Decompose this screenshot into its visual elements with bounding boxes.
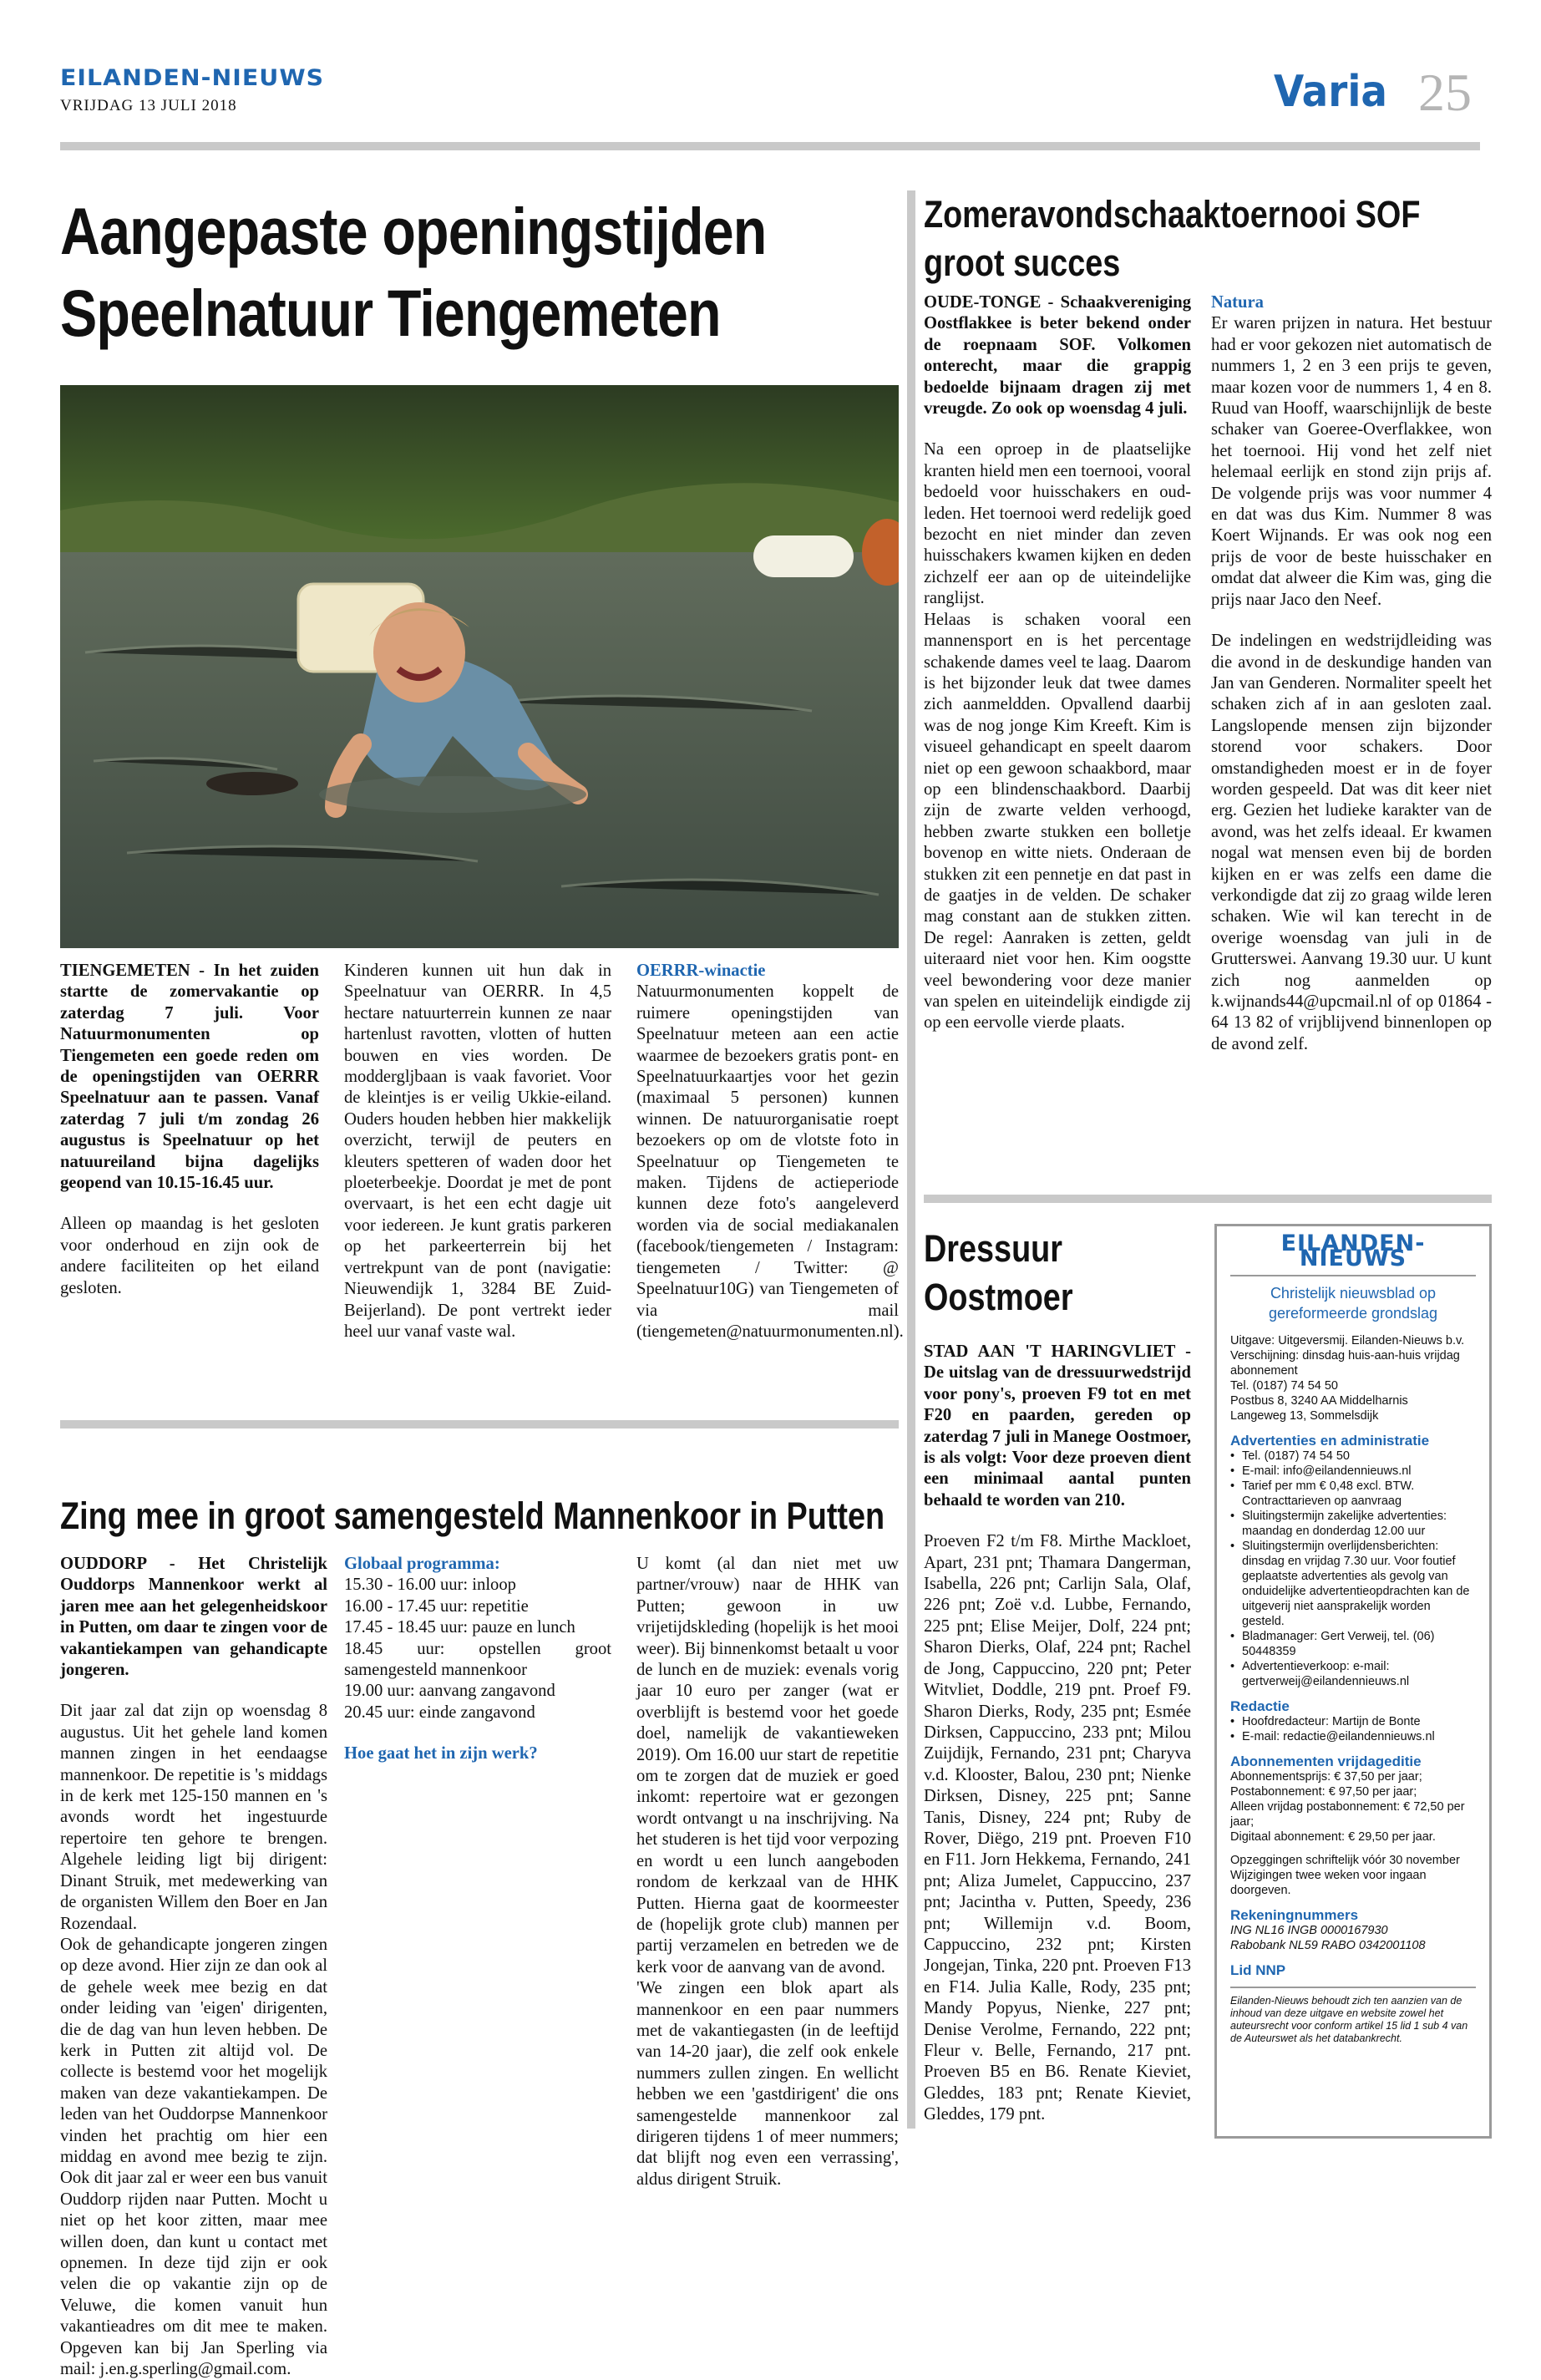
program-item: 20.45 uur: einde zangavond: [344, 1703, 535, 1722]
chess-col1: [924, 292, 1191, 1034]
zing-p1: Dit jaar zal dat zijn op woensdag 8 augustus. Uit het gehele land komen mannen zingen in het eendaagse mannenkoor. De repetitie is 's middags in de kerk met 125-150 mannen en 's avonds wordt het ingestuurde repertoire ten gehore te brengen. Algehele leiding ligt bij dirigent: Dinant Struik, met medewerking van de organisten Willem den Boer en Jan Rozendaal.: [60, 1702, 327, 1933]
colophon-red-item: • Hoofdredacteur: Martijn de Bonte: [1230, 1714, 1476, 1729]
colophon-adv-item: • Sluitingstermijn overlijdensberichten: dinsdag en vrijdag 7.30 uur. Voor foutief geplaatste advertenties als gevolg van onduidelijke advertentieopdrachten kan de uitgeverij niet aansprakelijk worden gesteld.: [1230, 1539, 1476, 1629]
masthead-logo: EILANDEN-NIEUWS: [60, 65, 325, 91]
colophon-abo-item: Alleen vrijdag postabonnement: € 72,50 per jaar;: [1230, 1800, 1465, 1829]
colophon-adv-item: • Bladmanager: Gert Verweij, tel. (06) 50448359: [1230, 1629, 1476, 1659]
dressuur-col: [924, 1342, 1191, 2126]
colophon-logo: EILANDEN-NIEUWS: [1280, 1231, 1426, 1271]
zing-col1: [60, 1554, 327, 2380]
colophon-adv-item: • Sluitingstermijn zakelijke advertenties: maandag en donderdag 12.00 uur: [1230, 1509, 1476, 1539]
chess-lead: OUDE-TONGE - Schaakvereniging Oostflakkee is beter bekend onder de roepnaam SOF. Volkomen onterecht, maar die grappig bedoelde bijnaam dragen zij met vreugde. Zo ook op woensdag 4 juli.: [924, 293, 1191, 419]
zing-p4: 'We zingen een blok apart als mannenkoor en een paar nummers met de vakantiegasten (in de leeftijd van 14-20 jaar), die zelf ook enkele nummers zullen zingen. En wellicht hebben we een 'gastdirigent' die ons samengestelde mannenkoor zal dirigeren tijdens 1 of meer nummers; dat blijft nog even een verrassing', aldus dirigent Struik.: [636, 1979, 899, 2189]
header-rule: [60, 142, 1480, 150]
program-item: 15.30 - 16.00 uur: inloop: [344, 1576, 516, 1595]
photo-boy-in-water: [60, 385, 899, 948]
dressuur-headline: Dressuur Oostmoer: [924, 1227, 1073, 1318]
chess-p4: De indelingen en wedstrijdleiding was die avond in de deskundige handen van Jan van Genderen. Normaliter speelt het schaken zich af in aan gesloten zaal. Langslopende mensen zijn bijzonder storend voor schakers. Door omstandigheden moest er in de foyer worden gespeeld. Dat was dit keer niet erg. Gezien het ludieke karakter van de avond, was het zelfs ideaal. Er kwamen nogal wat mensen even bij de borden kijken en er was zelfs een dame die verkondigde dat zij zo graag wilde leren schaken. Wie wil kan terecht in de overige woensdag van juli in de Grutterswei. Aanvang 19.30 uur. U kunt zich nog aanmelden op k.wijnands44@upcmail.nl of op 01864 - 64 13 82 of vrijblijvend binnenlopen op de avond zelf.: [1211, 632, 1492, 1053]
chess-col2: [1211, 292, 1492, 1055]
speelnatuur-col3: [636, 961, 904, 1342]
zing-p3: U komt (al dan niet met uw partner/vrouw) naar de HHK van Putten; gewoon in uw vrijetijdskleding (hopelijk is het mooi weer). Bij binnenkomst betaalt u voor de lunch en de muziek: evenals vorig jaar 10 euro per zanger (wat er overblijft is bestemd voor het goede doel, namelijk de vakantieweken 2019). Om 16.00 uur start de repetitie om te zorgen dat de muziek er goed inkomt: repertoire wat er gezongen wordt ontvangt u na inschrijving. Na het studeren is het tijd voor verpozing en wordt u een lunch aangeboden rondom de kerkzaal van de HHK Putten. Hierna gaat de koormeester de (hopelijk grote club) mannen per partij verzamelen en betreden we de kerk voor de aanvang van de avond.: [636, 1555, 899, 1977]
zing-subhead-programma: Globaal programma:: [344, 1555, 500, 1573]
page-number: 25: [1418, 63, 1472, 122]
program-item: 19.00 uur: aanvang zangavond: [344, 1682, 555, 1701]
colophon-rek-rabo: Rabobank NL59 RABO 0342001108: [1230, 1939, 1426, 1952]
speelnatuur-subhead: OERRR-winactie: [636, 962, 766, 980]
zing-headline: Zing mee in groot samengesteld Mannenkoor in Putten: [60, 1494, 885, 1537]
chess-headline: Zomeravondschaaktoernooi SOF groot succes: [924, 193, 1421, 284]
colophon-adv-item[interactable]: • E-mail: info@eilandennieuws.nl: [1230, 1464, 1476, 1479]
program-item: 16.00 - 17.45 uur: repetitie: [344, 1596, 529, 1616]
colophon-verschijning: Verschijning: dinsdag huis-aan-huis vrijdag abonnement: [1230, 1349, 1460, 1378]
speelnatuur-headline: Aangepaste openingstijden Speelnatuur Tiengemeten: [60, 194, 767, 350]
colophon-adv-item: • Tarief per mm € 0,48 excl. BTW. Contracttarieven op aanvraag: [1230, 1479, 1476, 1509]
speelnatuur-p2: Kinderen kunnen uit hun dak in Speelnatuur van OERRR. In 4,5 hectare natuurterrein kunnen ze naar hartenlust ravotten, vlotten of hutten bouwen en vies worden. De moddergljbaan is vaak favoriet. Voor de kleintjes is er veilig Ukkie-eiland. Ouders houden hebben hier makkelijk overzicht, terwijl de peuters en kleuters spetteren of waden door het ploeterbeekje. Doordat je met de pont overvaart, is het een echt dagje uit voor iedereen. Je kunt gratis parkeren op het parkeerterrein bij het vertrekpunt van de pont (navigatie: Nieuwendijk 1, 3284 BE Zuid-Beijerland). De pont vertrekt ieder heel uur vanaf vaste wal.: [344, 962, 611, 1341]
chess-p2: Helaas is schaken vooral een mannensport en is het percentage schakende dames veel te laag. Daarom is het bijzonder leuk dat twee dames zich aanmeldden. Opvallend daarbij was de nog jonge Kim Kreeft. Kim is visueel gehandicapt en speelt daarom niet op een gewoon schaakbord, maar op een blindenschaakbord. Daarbij zijn de zwarte velden verhoogd, hebben zwarte stukken een bolletje bovenop en witte niets. Onderaan de stukken zit een pennetje en dat past in de gaatjes in de velden. De schaker mag constant aan de stukken zitten. De regel: Aanraken is zetten, geldt uiteraard niet voor hen. Kim oogstte veel bewondering voor deze manier van spelen en uiteindelijk eindigde zij op een eervolle vierde plaats.: [924, 610, 1191, 1033]
speelnatuur-col1: [60, 961, 319, 1299]
colophon-abo-item: Postabonnement: € 97,50 per jaar;: [1230, 1785, 1417, 1799]
zing-col3: [636, 1554, 899, 2190]
chess-subhead: Natura: [1211, 293, 1264, 312]
zing-col2: [344, 1554, 611, 1765]
colophon-opzeggingen: Opzeggingen schriftelijk vóór 30 november Wijzigingen twee weken voor ingaan doorgeven.: [1230, 1854, 1460, 1897]
colophon-box: [1214, 1224, 1492, 2139]
colophon-tel: Tel. (0187) 74 54 50: [1230, 1379, 1338, 1393]
speelnatuur-col2: [344, 961, 611, 1342]
section-rule-left: [60, 1420, 899, 1429]
colophon-red-item[interactable]: • E-mail: redactie@eilandennieuws.nl: [1230, 1729, 1476, 1744]
section-rule-right: [924, 1195, 1492, 1203]
chess-p1: Na een oproep in de plaatselijke kranten hield men een toernooi, vooral bedoeld voor huisschakers en oud-leden. Het toernooi werd redelijk goed bezocht en niet minder dan zeven huisschakers kwamen kijken en deden zichzelf eer aan op de uiteindelijke ranglijst.: [924, 440, 1191, 608]
dressuur-results: Proeven F2 t/m F8. Mirthe Mackloet, Apart, 231 pnt; Thamara Dangerman, Isabella, 226 pnt; Carlijn Sala, Olaf, 226 pnt; Zoë v.d. Lubbe, Fernando, 225 pnt; Elise Meijer, Dolf, 224 pnt; Sharon Dierks, Olaf, 224 pnt; Rachel de Jong, Cappuccino, 220 pnt; Peter Witvliet, Doddle, 219 pnt. Proef F9. Sharon Dierks, Rody, 235 pnt; Esmée Dirksen, Cappuccino, 233 pnt; Milou Zuijdijk, Fernando, 231 pnt; Charyva v.d. Klooster, Balou, 230 pnt; Nienke Dirksen, Disney, 225 pnt; Sanne Tanis, Disney, 224 pnt; Ruby de Rover, Diëgo, 219 pnt. Proeven F10 en F11. Jorn Hekkema, Fernando, 241 pnt; Aliza Jumelet, Cappuccino, 237 pnt; Jacintha v. Putten, Speedy, 236 pnt; Willemijn v.d. Boom, Cappuccino, 232 pnt; Kirsten Jongejan, Tinka, 220 pnt. Proeven F13 en F14. Julia Kalle, Rody, 235 pnt; Mandy Popyus, Nienke, 227 pnt; Denise Verolme, Fernando, 222 pnt; Fleur v. Belle, Fernando, 217 pnt. Proeven B5 en B6. Renate Kieviet, Gleddes, 183 pnt; Renate Kieviet, Gleddes, 179 pnt.: [924, 1532, 1191, 2124]
colophon-rek-ing: ING NL16 INGB 0000167930: [1230, 1924, 1388, 1937]
colophon-tagline: Christelijk nieuwsblad op gereformeerde grondslag: [1268, 1285, 1438, 1322]
colophon-adv-item[interactable]: • Advertentieverkoop: e-mail: gertverweij@eilandennieuws.nl: [1230, 1659, 1476, 1689]
colophon-lid: Lid NNP: [1230, 1962, 1286, 1978]
program-item: 17.45 - 18.45 uur: pauze en lunch: [344, 1618, 575, 1637]
colophon-uitgave: Uitgave: Uitgeversmij. Eilanden-Nieuws b.v.: [1230, 1334, 1465, 1347]
colophon-disclaimer: Eilanden-Nieuws behoudt zich ten aanzien van de inhoud van deze uitgave en website zowel het auteursrecht voor conform artikel 15 lid 1 sub 4 van de Auteurswet als het databankrecht.: [1230, 1995, 1468, 2044]
colophon-abo-item: Abonnementsprijs: € 37,50 per jaar;: [1230, 1770, 1422, 1784]
colophon-adv-title: Advertenties en administratie: [1230, 1433, 1430, 1449]
speelnatuur-p3: Natuurmonumenten koppelt de ruimere openingstijden van Speelnatuur meteen aan een actie waarmee de bezoekers gratis pont- en Speelnatuurkaartjes voor het gezin (maximaal 5 personen) kunnen winnen. De natuurorganisatie roept bezoekers op om de vlotste foto in Speelnatuur op Tiengemeten te maken. Tijdens de actieperiode kunnen deze foto's aangeleverd worden via de social mediakanalen (facebook/tiengemeten / Instagram: tiengemeten / Twitter: @ Speelnatuur10G) van Tiengemeten of via mail (tiengemeten@natuurmonumenten.nl).: [636, 982, 904, 1341]
issue-date: VRIJDAG 13 JULI 2018: [60, 97, 237, 114]
section-title: Varia: [1274, 67, 1387, 117]
colophon-adv-item: • Tel. (0187) 74 54 50: [1230, 1449, 1476, 1464]
colophon-abo-item: Digitaal abonnement: € 29,50 per jaar.: [1230, 1830, 1436, 1844]
zing-lead: OUDDORP - Het Christelijk Ouddorps Mannenkoor werkt al jaren mee aan het gelegenheidskoor in Putten, om daar te zingen voor de vakantiekampen van gehandicapte jongeren.: [60, 1555, 327, 1680]
colophon-postbus: Postbus 8, 3240 AA Middelharnis: [1230, 1394, 1408, 1408]
colophon-adres: Langeweg 13, Sommelsdijk: [1230, 1409, 1379, 1423]
zing-p2: Ook de gehandicapte jongeren zingen op deze avond. Hier zijn ze dan ook al de gehele week mee bezig en dat onder leiding van 'eigen' dirigenten, die de dag van hun leven hebben. De kerk in Putten zit altijd vol. De collecte is bestemd voor het mogelijk maken van deze vakantiekampen. De leden van het Ouddorpse Mannenkoor vinden het prachtig om hier een middag en avond mee bezig te zijn. Ook dit jaar zal er weer een bus vanuit Ouddorp rijden naar Putten. Mocht u niet op het koor zitten, maar mee willen doen, dan kunt u contact met opnemen. In deze tijd zijn er ook velen die op vakantie zijn op de Veluwe, die komen vanuit hun vakantieadres om dit mee te maken. Opgeven kan bij Jan Sperling via mail: j.en.g.sperling@gmail.com.: [60, 1935, 327, 2379]
colophon-abo-title: Abonnementen vrijdageditie: [1230, 1753, 1422, 1769]
zing-subhead-werk: Hoe gaat het in zijn werk?: [344, 1744, 538, 1763]
colophon-rek-title: Rekeningnummers: [1230, 1907, 1359, 1923]
program-item: 18.45 uur: opstellen groot samengesteld mannenkoor: [344, 1639, 611, 1680]
colophon-red-title: Redactie: [1230, 1698, 1290, 1714]
dressuur-lead: STAD AAN 'T HARINGVLIET - De uitslag van de dressuurwedstrijd voor pony's, proeven F9 tot en met F20 en paarden, gereden op zaterdag 7 juli in Manege Oostmoer, is als volgt: Voor deze proeven dient een minimaal aantal punten behaald te worden van 210.: [924, 1342, 1191, 1510]
chess-p3: Er waren prijzen in natura. Het bestuur had er voor gekozen niet automatisch de nummers 1, 2 en 3 een prijs te geven, maar kozen voor de nummers 1, 4 en 8. Ruud van Hooff, waarschijnlijk de beste schaker van Goeree-Overflakkee, won het toernooi. Hij vond het zelf niet helemaal eerlijk en stond zijn prijs af. De volgende prijs was voor nummer 4 en dat was dus Kim. Nummer 8 was Koert Wijnands. Er was ook nog een prijs de voor de beste huisschaker en omdat dat alweer die Kim was, ging die prijs naar Jaco den Neef.: [1211, 314, 1492, 609]
speelnatuur-p1: Alleen op maandag is het gesloten voor onderhoud en zijn ook de andere faciliteiten op het eiland gesloten.: [60, 1215, 319, 1297]
speelnatuur-lead: TIENGEMETEN - In het zuiden startte de zomervakantie op zaterdag 7 juli. Voor Natuurmonumenten op Tiengemeten een goede reden om de openingstijden van OERRR Speelnatuur aan te passen. Vanaf zaterdag 7 juli t/m zondag 26 augustus is Speelnatuur op het natuureiland bijna dagelijks geopend van 10.15-16.45 uur.: [60, 962, 319, 1193]
column-divider: [907, 190, 915, 2129]
